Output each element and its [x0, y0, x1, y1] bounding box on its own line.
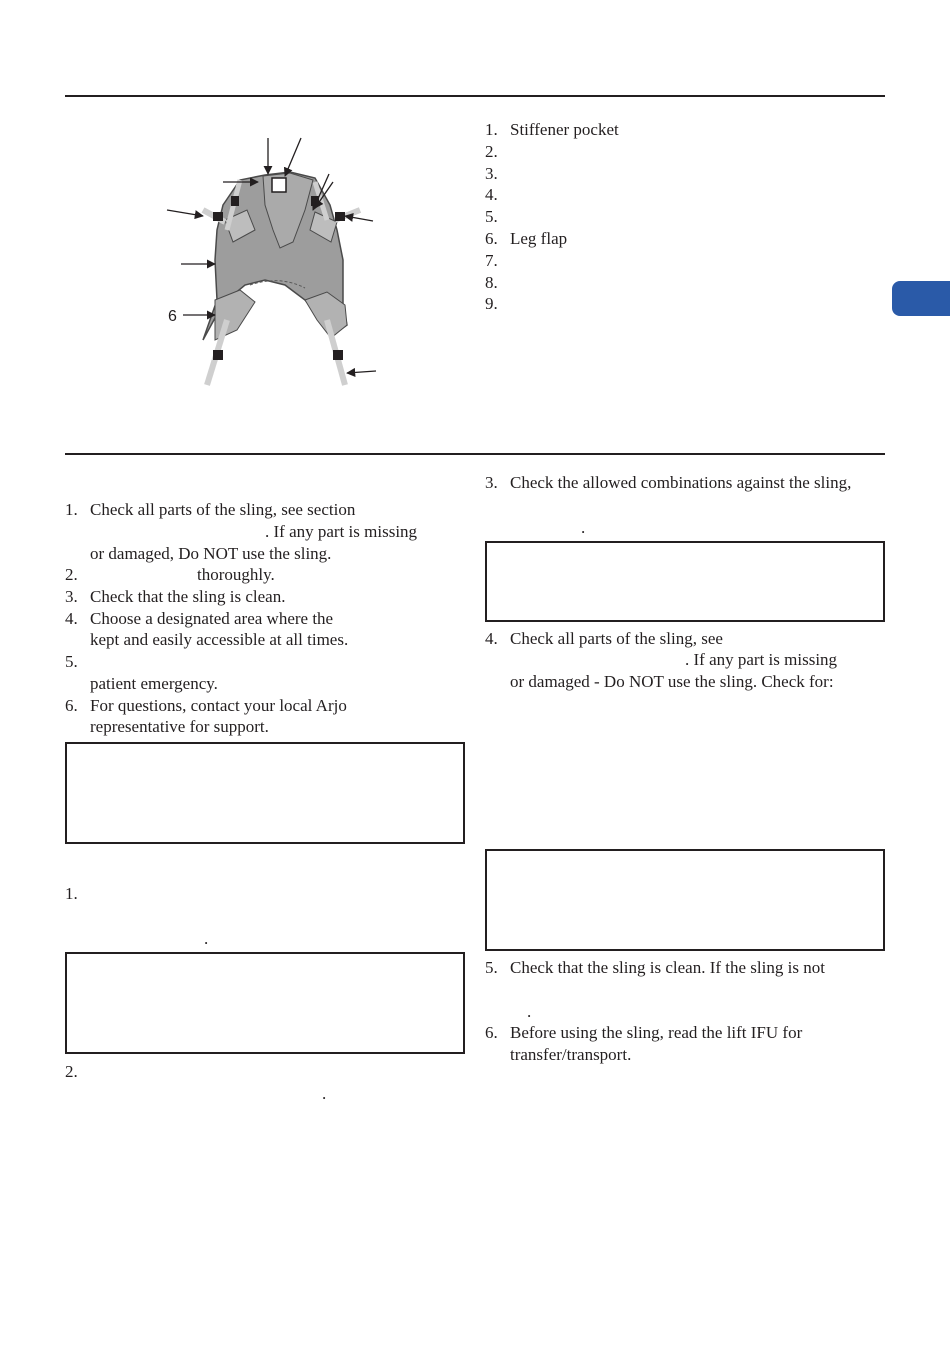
list-number: 5.: [65, 652, 78, 671]
list-text: .: [581, 518, 586, 537]
list-text: .: [527, 1002, 532, 1021]
list-number: 4.: [485, 185, 498, 205]
list-text: representative for support.: [90, 717, 269, 736]
list-text: kept and easily accessible at all times.: [90, 630, 349, 649]
parts-list-label: Leg flap: [510, 229, 568, 248]
list-text: .: [204, 929, 209, 948]
list-number: 2.: [65, 1062, 78, 1081]
list-text: . If any part is missing: [685, 650, 838, 669]
top-rule: [65, 95, 885, 97]
parts-list-label: Stiffener pocket: [510, 120, 619, 139]
list-number: 2.: [485, 141, 498, 161]
list-number: 2.: [65, 565, 78, 584]
list-text: or damaged - Do NOT use the sling. Check for:: [510, 672, 834, 691]
list-text: Check all parts of the sling, see section: [90, 500, 356, 519]
list-text: For questions, contact your local Arjo: [90, 696, 347, 715]
list-number: 1.: [485, 120, 498, 139]
list-number: 1.: [65, 500, 78, 519]
list-text: . If any part is missing: [265, 522, 418, 541]
callout-6-label: 6: [168, 308, 177, 325]
list-number: 5.: [485, 958, 498, 977]
list-text: Before using the sling, read the lift IFU for: [510, 1023, 803, 1042]
list-text: or damaged, Do NOT use the sling.: [90, 544, 332, 563]
list-text: thoroughly.: [197, 565, 275, 584]
list-number: 4.: [485, 629, 498, 648]
list-number: 9.: [485, 294, 498, 314]
list-number: 3.: [485, 473, 498, 492]
list-text: patient emergency.: [90, 674, 218, 693]
section-rule: [65, 453, 885, 455]
stiffener-pocket-marker: [272, 178, 286, 192]
list-text: Check that the sling is clean. If the sling is not: [510, 958, 825, 977]
list-number: 3.: [65, 587, 78, 606]
note-box-left-1: [65, 742, 465, 844]
list-number: 5.: [485, 207, 498, 227]
note-box-right-2: [485, 849, 885, 951]
sling-diagram: [155, 130, 395, 395]
list-number: 1.: [65, 884, 78, 903]
list-text: Choose a designated area where the: [90, 609, 334, 628]
list-text: Check the allowed combinations against the sling,: [510, 473, 852, 492]
list-text: .: [322, 1084, 327, 1103]
list-number: 6.: [65, 696, 78, 715]
list-number: 6.: [485, 229, 498, 248]
list-number: 4.: [65, 609, 78, 628]
chapter-tab[interactable]: [892, 281, 950, 316]
note-box-right-1: [485, 541, 885, 622]
list-text: Check that the sling is clean.: [90, 587, 286, 606]
list-text: transfer/transport.: [510, 1045, 632, 1064]
list-number: 8.: [485, 272, 498, 292]
note-box-left-2: [65, 952, 465, 1054]
list-number: 7.: [485, 250, 498, 270]
list-number: 6.: [485, 1023, 498, 1042]
list-number: 3.: [485, 163, 498, 183]
list-text: Check all parts of the sling, see: [510, 629, 723, 648]
